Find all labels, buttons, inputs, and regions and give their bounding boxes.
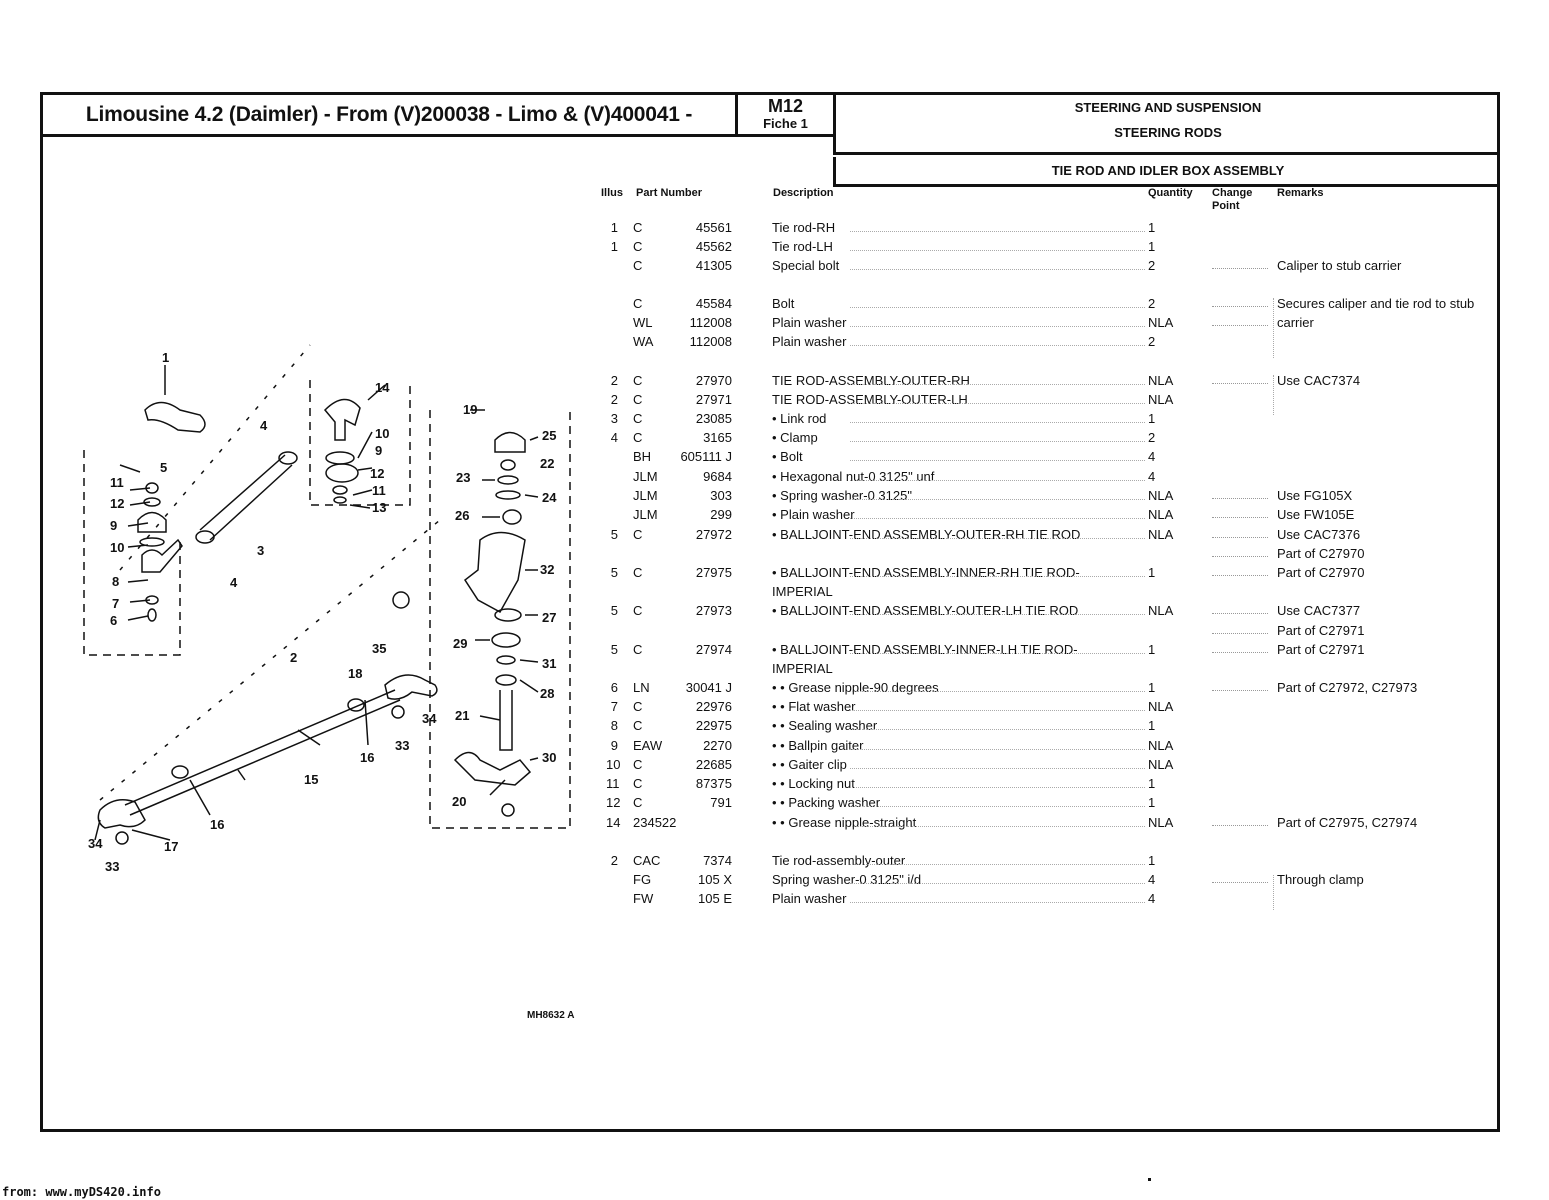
svg-text:16: 16 [210, 817, 225, 832]
quantity-cell: 1 [1148, 853, 1156, 868]
svg-text:10: 10 [375, 426, 390, 441]
svg-text:13: 13 [372, 500, 387, 515]
part-number-cell: 45562 [695, 239, 732, 254]
part-number-cell: 605111 J [680, 449, 732, 464]
table-row [0, 220, 1549, 238]
footer-source: from: www.myDS420.info [2, 1185, 161, 1199]
leader-dots [850, 488, 1145, 500]
quantity-cell: NLA [1148, 392, 1174, 407]
svg-text:9: 9 [375, 443, 383, 458]
svg-text:33: 33 [395, 738, 410, 753]
leader-dots [850, 296, 1145, 308]
gaiter-9 [138, 513, 166, 533]
change-point-cell [1212, 680, 1268, 691]
description-cell: • • Flat washer [772, 699, 856, 714]
part-prefix-cell: C [633, 642, 643, 657]
svg-text:15: 15 [304, 772, 319, 787]
svg-text:28: 28 [540, 686, 555, 701]
svg-text:34: 34 [422, 711, 437, 726]
part-prefix-cell: C [633, 392, 643, 407]
leader-dots [850, 853, 1145, 865]
part-number-cell: 3165 [703, 430, 732, 445]
part-prefix-cell: C [633, 373, 643, 388]
leader-dots [850, 430, 1145, 442]
part-number-cell: 105 E [698, 891, 732, 906]
quantity-cell: 4 [1148, 469, 1156, 484]
description-cell: IMPERIAL [772, 661, 833, 676]
nipple-6 [148, 609, 156, 621]
table-row [0, 239, 1549, 257]
quantity-cell: NLA [1148, 373, 1174, 388]
illus-cell: 2 [610, 853, 618, 868]
quantity-cell: NLA [1148, 527, 1174, 542]
quantity-cell: 1 [1148, 220, 1156, 235]
svg-text:16: 16 [360, 750, 375, 765]
quantity-cell: 1 [1148, 642, 1156, 657]
illus-cell: 2 [610, 373, 618, 388]
part-prefix-cell: C [633, 411, 643, 426]
nipple-33-lower [116, 832, 128, 844]
leader-dots [850, 891, 1145, 903]
description-cell: Spring washer-0 3125" i/d [772, 872, 922, 887]
illus-cell: 1 [610, 220, 618, 235]
description-cell: • Plain washer [772, 507, 855, 522]
remarks-cell: Part of C27972, C27973 [1277, 680, 1418, 695]
change-point-cell [1212, 488, 1268, 499]
svg-text:3: 3 [257, 543, 265, 558]
change-point-cell [1212, 507, 1268, 518]
part-number-cell: 45561 [695, 220, 732, 235]
description-cell: Plain washer [772, 334, 847, 349]
bush-28 [496, 675, 516, 685]
nut-22 [501, 460, 515, 470]
change-point-cell [1212, 315, 1268, 326]
description-cell: • BALLJOINT-END ASSEMBLY-INNER-LH TIE ROD- [772, 642, 1078, 657]
svg-text:4: 4 [230, 575, 238, 590]
description-cell: • Link rod [772, 411, 827, 426]
illus-cell: 10 [606, 757, 621, 772]
part-prefix-cell: C [633, 603, 643, 618]
part-prefix-cell: EAW [633, 738, 663, 753]
illus-cell: 5 [610, 527, 618, 542]
leader-dots [850, 738, 1145, 750]
description-cell: Plain washer [772, 891, 847, 906]
description-cell: TIE ROD-ASSEMBLY-OUTER-LH [772, 392, 968, 407]
description-cell: • • Gaiter clip [772, 757, 847, 772]
part-number-cell: 23085 [695, 411, 732, 426]
quantity-cell: NLA [1148, 507, 1174, 522]
svg-text:10: 10 [110, 540, 125, 555]
illus-cell: 3 [610, 411, 618, 426]
remarks-cell: Part of C27971 [1277, 623, 1365, 638]
remarks-cell: Caliper to stub carrier [1277, 258, 1402, 273]
svg-text:2: 2 [290, 650, 298, 665]
change-point-cell [1212, 872, 1268, 883]
cap-25 [495, 433, 525, 453]
illus-cell: 11 [606, 776, 620, 791]
leader-dots [850, 699, 1145, 711]
svg-text:8: 8 [112, 574, 120, 589]
leader-dots [850, 239, 1145, 251]
part-number-cell: 27975 [695, 565, 732, 580]
part-number-cell: 22976 [695, 699, 732, 714]
part-prefix-cell: JLM [633, 507, 658, 522]
table-row [0, 296, 1549, 314]
part-number-cell: 2270 [703, 738, 732, 753]
stray-dot [1148, 1178, 1151, 1181]
leader-dots [850, 680, 1145, 692]
diagram-reference: MH8632 A [527, 1010, 575, 1021]
description-cell: • • Grease nipple-90 degrees [772, 680, 939, 695]
leader-dots [850, 642, 1145, 654]
exploded-diagram [60, 340, 590, 900]
leader-dots [850, 392, 1145, 404]
leader-dots [850, 315, 1145, 327]
part-prefix-cell: C [633, 795, 643, 810]
svg-text:21: 21 [455, 708, 470, 723]
quantity-cell: 1 [1148, 776, 1156, 791]
leader-dots [850, 220, 1145, 232]
part-number-cell: 27971 [695, 392, 732, 407]
remarks-cell: Use CAC7377 [1277, 603, 1361, 618]
part-prefix-cell: C [633, 776, 643, 791]
leader-dots [850, 795, 1145, 807]
seal-27 [495, 609, 521, 621]
remarks-cell: Part of C27975, C27974 [1277, 815, 1418, 830]
change-point-cell [1212, 258, 1268, 269]
page-code: M12 [767, 96, 803, 116]
svg-text:34: 34 [88, 836, 103, 851]
table-row [0, 315, 1549, 333]
leader-dots [850, 872, 1145, 884]
illus-cell: 5 [610, 565, 618, 580]
bush-26 [503, 510, 521, 524]
svg-text:5: 5 [160, 460, 168, 475]
leader-dots [850, 718, 1145, 730]
quantity-cell: 1 [1148, 718, 1156, 733]
end-34 [98, 800, 145, 828]
leader-dots [850, 815, 1145, 827]
section-title: STEERING AND SUSPENSION [1074, 100, 1262, 115]
description-cell: IMPERIAL [772, 584, 833, 599]
washer-inner [334, 497, 346, 503]
part-prefix-cell: FG [633, 872, 652, 887]
part-prefix-cell: CAC [633, 853, 661, 868]
leader-dots [850, 373, 1145, 385]
quantity-cell: NLA [1148, 815, 1174, 830]
leader-dots [850, 469, 1145, 481]
washer-29 [492, 633, 520, 647]
illus-cell: 7 [610, 699, 618, 714]
idler-arm-30 [455, 753, 530, 786]
part-number-cell: 27970 [695, 373, 732, 388]
quantity-cell: 2 [1148, 296, 1156, 311]
outline-inner-balljoint [310, 380, 410, 505]
part-prefix-cell: C [633, 220, 643, 235]
part-number-cell: 22975 [695, 718, 732, 733]
fiche-label: Fiche 1 [763, 116, 808, 131]
leader-dots [850, 603, 1145, 615]
gaiter-clip-inner [326, 452, 354, 464]
svg-text:17: 17 [164, 839, 179, 854]
remarks-cell: Part of C27970 [1277, 565, 1365, 580]
description-cell: • Hexagonal nut-0 3125" unf [772, 469, 935, 484]
part-prefix-cell: C [633, 699, 643, 714]
change-point-cell [1212, 527, 1268, 538]
quantity-cell: NLA [1148, 738, 1174, 753]
illus-cell: 2 [610, 392, 618, 407]
description-cell: • BALLJOINT-END ASSEMBLY-OUTER-LH TIE ROD [772, 603, 1079, 618]
washer-24 [496, 491, 520, 499]
svg-text:23: 23 [456, 470, 471, 485]
remarks-cell: Use CAC7374 [1277, 373, 1361, 388]
svg-text:25: 25 [542, 428, 557, 443]
quantity-cell: 1 [1148, 680, 1156, 695]
part-prefix-cell: JLM [633, 488, 658, 503]
nut-inner [333, 486, 347, 494]
quantity-cell: NLA [1148, 603, 1174, 618]
part-prefix-cell: BH [633, 449, 652, 464]
tie-rod-15 [125, 690, 400, 815]
col-description: Description [773, 187, 834, 199]
leader-dots [850, 507, 1145, 519]
illus-cell: 6 [610, 680, 618, 695]
remarks-cell: Secures caliper and tie rod to stub [1277, 296, 1475, 311]
part-prefix-cell: C [633, 239, 643, 254]
spindle-21 [500, 690, 512, 750]
part-prefix-cell: C [633, 718, 643, 733]
svg-text:9: 9 [110, 518, 118, 533]
end-18 [385, 675, 437, 699]
part-number-cell: 22685 [695, 757, 732, 772]
svg-text:22: 22 [540, 456, 555, 471]
description-cell: Bolt [772, 296, 795, 311]
svg-text:27: 27 [542, 610, 557, 625]
part-prefix-cell: WA [633, 334, 654, 349]
change-point-cell [1212, 815, 1268, 826]
svg-text:30: 30 [542, 750, 557, 765]
svg-text:11: 11 [110, 475, 124, 490]
subsection-title: STEERING RODS [1114, 125, 1222, 140]
svg-text:35: 35 [372, 641, 387, 656]
description-cell: • Spring washer-0 3125" [772, 488, 912, 503]
svg-text:18: 18 [348, 666, 363, 681]
part-prefix-cell: C [633, 565, 643, 580]
part-number-cell: 41305 [695, 258, 732, 273]
remarks-cell: Use FG105X [1277, 488, 1353, 503]
col-part-number: Part Number [636, 187, 703, 199]
illus-cell: 1 [610, 239, 618, 254]
assembly-title: TIE ROD AND IDLER BOX ASSEMBLY [833, 157, 1500, 187]
quantity-cell: 4 [1148, 891, 1156, 906]
remarks-cell: carrier [1277, 315, 1314, 330]
part-prefix-cell: FW [633, 891, 654, 906]
svg-text:33: 33 [105, 859, 120, 874]
change-point-cell [1212, 642, 1268, 653]
part-number-cell: 112008 [689, 315, 732, 330]
part-prefix-cell: C [633, 527, 643, 542]
quantity-cell: NLA [1148, 315, 1174, 330]
svg-text:32: 32 [540, 562, 555, 577]
diagram-labels [88, 350, 557, 874]
leader-dots [850, 565, 1145, 577]
table-row [0, 258, 1549, 276]
remarks-cell: Part of C27970 [1277, 546, 1365, 561]
svg-text:12: 12 [110, 496, 125, 511]
description-cell: TIE ROD-ASSEMBLY-OUTER-RH [772, 373, 970, 388]
part-number-cell: 303 [710, 488, 732, 503]
description-cell: Plain washer [772, 315, 847, 330]
quantity-cell: 2 [1148, 258, 1156, 273]
leader-dots [850, 757, 1145, 769]
description-cell: Special bolt [772, 258, 840, 273]
svg-text:1: 1 [162, 350, 170, 365]
leader-dots [850, 776, 1145, 788]
clamp-16-lower [172, 766, 188, 778]
description-cell: • Bolt [772, 449, 803, 464]
description-cell: • • Grease nipple-straight [772, 815, 917, 830]
balljoint-inner [325, 399, 360, 440]
col-illus: Illus [601, 187, 624, 199]
quantity-cell: NLA [1148, 699, 1174, 714]
description-cell: • • Packing washer [772, 795, 881, 810]
remarks-cell: Use CAC7376 [1277, 527, 1361, 542]
change-point-cell [1212, 546, 1268, 557]
change-point-cell [1212, 565, 1268, 576]
svg-text:6: 6 [110, 613, 118, 628]
part-prefix-cell: WL [633, 315, 653, 330]
description-cell: Tie rod-LH [772, 239, 833, 254]
svg-text:14: 14 [375, 380, 390, 395]
col-quantity: Quantity [1148, 187, 1193, 199]
description-cell: • Clamp [772, 430, 818, 445]
remarks-cell: Part of C27971 [1277, 642, 1365, 657]
description-cell: Tie rod-RH [772, 220, 836, 235]
part-prefix-cell: JLM [633, 469, 658, 484]
part-number-cell: 27973 [695, 603, 732, 618]
svg-text:31: 31 [542, 656, 557, 671]
part-number-cell: 30041 J [685, 680, 732, 695]
illus-cell: 4 [610, 430, 618, 445]
part-number-cell: 105 X [698, 872, 732, 887]
idler-box-32 [465, 533, 525, 613]
section-box [833, 95, 1500, 155]
change-point-cell [1212, 373, 1268, 384]
leader-dots [850, 449, 1145, 461]
leader-dots [850, 527, 1145, 539]
illus-cell: 9 [610, 738, 618, 753]
part-number-cell: 27972 [695, 527, 732, 542]
washer-31 [497, 656, 515, 664]
description-cell: • • Locking nut [772, 776, 855, 791]
quantity-cell: NLA [1148, 757, 1174, 772]
quantity-cell: 2 [1148, 430, 1156, 445]
nipple-33-upper [392, 706, 404, 718]
washer-23 [498, 476, 518, 484]
description-cell: • • Sealing washer [772, 718, 878, 733]
quantity-cell: 1 [1148, 565, 1156, 580]
svg-text:29: 29 [453, 636, 468, 651]
quantity-cell: 4 [1148, 449, 1156, 464]
part-number-cell: 9684 [703, 469, 732, 484]
leader-dots [850, 411, 1145, 423]
illus-cell: 14 [606, 815, 621, 830]
fiche-box [738, 95, 833, 137]
part-number-cell: 45584 [695, 296, 732, 311]
svg-text:24: 24 [542, 490, 557, 505]
quantity-cell: 4 [1148, 872, 1156, 887]
quantity-cell: 1 [1148, 411, 1156, 426]
part-prefix-cell: LN [633, 680, 650, 695]
part-prefix-cell: 234522 [633, 815, 677, 830]
part-number-cell: 112008 [689, 334, 732, 349]
leader-dots [850, 334, 1145, 346]
quantity-cell: 1 [1148, 795, 1156, 810]
nut-35 [393, 592, 409, 608]
description-cell: • • Ballpin gaiter [772, 738, 864, 753]
svg-text:19: 19 [463, 402, 478, 417]
gaiter-inner [326, 464, 358, 482]
part-prefix-cell: C [633, 757, 643, 772]
part-number-cell: 791 [710, 795, 732, 810]
svg-text:26: 26 [455, 508, 470, 523]
quantity-cell: NLA [1148, 488, 1174, 503]
illus-cell: 5 [610, 642, 618, 657]
part-prefix-cell: C [633, 296, 643, 311]
quantity-cell: 1 [1148, 239, 1156, 254]
col-remarks: Remarks [1277, 187, 1324, 199]
illus-cell: 5 [610, 603, 618, 618]
remarks-cell: Through clamp [1277, 872, 1364, 887]
change-point-cell [1212, 623, 1268, 634]
part-prefix-cell: C [633, 430, 643, 445]
description-cell: • BALLJOINT-END ASSEMBLY-OUTER-RH TIE ROD [772, 527, 1081, 542]
clamp-lower [196, 531, 214, 543]
page-title: Limousine 4.2 (Daimler) - From (V)200038 - Limo & (V)400041 - [43, 95, 738, 137]
change-point-cell [1212, 296, 1268, 307]
part-number-cell: 7374 [703, 853, 732, 868]
svg-text:4: 4 [260, 418, 268, 433]
tie-rod-arm [145, 403, 205, 433]
description-cell: Tie rod-assembly-outer [772, 853, 906, 868]
illus-cell: 12 [606, 795, 621, 810]
quantity-cell: 2 [1148, 334, 1156, 349]
svg-text:7: 7 [112, 596, 120, 611]
col-change-point: Change Point [1212, 187, 1253, 212]
svg-text:12: 12 [370, 466, 385, 481]
description-cell: • BALLJOINT-END ASSEMBLY-INNER-RH TIE ROD- [772, 565, 1080, 580]
part-number-cell: 27974 [695, 642, 732, 657]
part-prefix-cell: C [633, 258, 643, 273]
part-number-cell: 87375 [695, 776, 732, 791]
remarks-cell: Use FW105E [1277, 507, 1355, 522]
change-point-cell [1212, 603, 1268, 614]
leader-dots [850, 258, 1145, 270]
illus-cell: 8 [610, 718, 618, 733]
part-number-cell: 299 [710, 507, 732, 522]
svg-text:20: 20 [452, 794, 467, 809]
link-rod [200, 455, 292, 540]
svg-text:11: 11 [372, 483, 386, 498]
nipple-20 [502, 804, 514, 816]
